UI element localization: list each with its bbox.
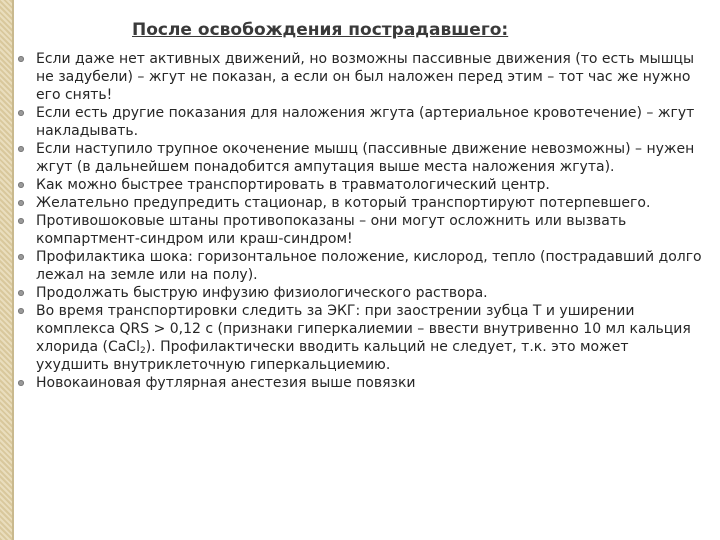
bullet-icon — [18, 290, 24, 296]
list-item — [18, 194, 702, 212]
list-item-text: Если есть другие показания для наложения жгута (артериальное кровотечение) – жгут накладывать. — [36, 105, 695, 139]
list-item — [18, 176, 702, 194]
list-item-text: Продолжать быструю инфузию физиологического раствора. — [36, 285, 488, 301]
ecg-text-part2: ). Профилактически вводить кальций не следует, т.к. это может ухудшить внутриклеточную гиперкальциемию. — [36, 339, 629, 373]
bullet-icon — [18, 200, 24, 206]
list-item-text: Как можно быстрее транспортировать в травматологический центр. — [36, 177, 550, 193]
list-item — [18, 140, 702, 176]
bullet-icon — [18, 110, 24, 116]
list-item — [18, 104, 702, 140]
list-item-text: Если наступило трупное окоченение мышц (пассивные движение невозможны) – нужен жгут (в дальнейшем понадобится ампутация выше места наложения жгута). — [36, 141, 695, 175]
list-item — [18, 212, 702, 248]
slide-title: После освобождения пострадавшего: — [132, 20, 509, 40]
list-item-text: Если даже нет активных движений, но возможны пассивные движения (то есть мышцы не задубели) – жгут не показан, а если он был наложен перед этим – тот час же нужно его снять! — [36, 51, 695, 103]
bullet-icon — [18, 56, 24, 62]
list-item — [18, 302, 702, 374]
subscript: 2 — [139, 346, 146, 356]
decorative-strip — [0, 0, 12, 540]
list-item — [18, 50, 702, 104]
bullet-icon — [18, 254, 24, 260]
bullet-icon — [18, 146, 24, 152]
list-item-text — [36, 303, 691, 373]
ecg-text-part1: Во время транспортировки следить за ЭКГ: при заострении зубца T и уширении комплекса QRS > 0,12 с (признаки гиперкалиемии – ввести внутривенно 10 мл кальция хлорида (CaCl — [36, 303, 691, 355]
list-item-text: Желательно предупредить стационар, в который транспортируют потерпевшего. — [36, 195, 651, 211]
list-item-text: Профилактика шока: горизонтальное положение, кислород, тепло (пострадавший долго лежал на земле или на полу). — [36, 249, 702, 283]
bullet-icon — [18, 380, 24, 386]
list-item — [18, 284, 702, 302]
list-item — [18, 248, 702, 284]
bullet-list — [18, 50, 702, 392]
list-item — [18, 374, 702, 392]
decorative-line — [12, 0, 14, 540]
list-item-text: Новокаиновая футлярная анестезия выше повязки — [36, 375, 416, 391]
list-item-text: Противошоковые штаны противопоказаны – они могут осложнить или вызвать компартмент-синдром или краш-синдром! — [36, 213, 627, 247]
bullet-icon — [18, 182, 24, 188]
bullet-icon — [18, 218, 24, 224]
bullet-icon — [18, 308, 24, 314]
